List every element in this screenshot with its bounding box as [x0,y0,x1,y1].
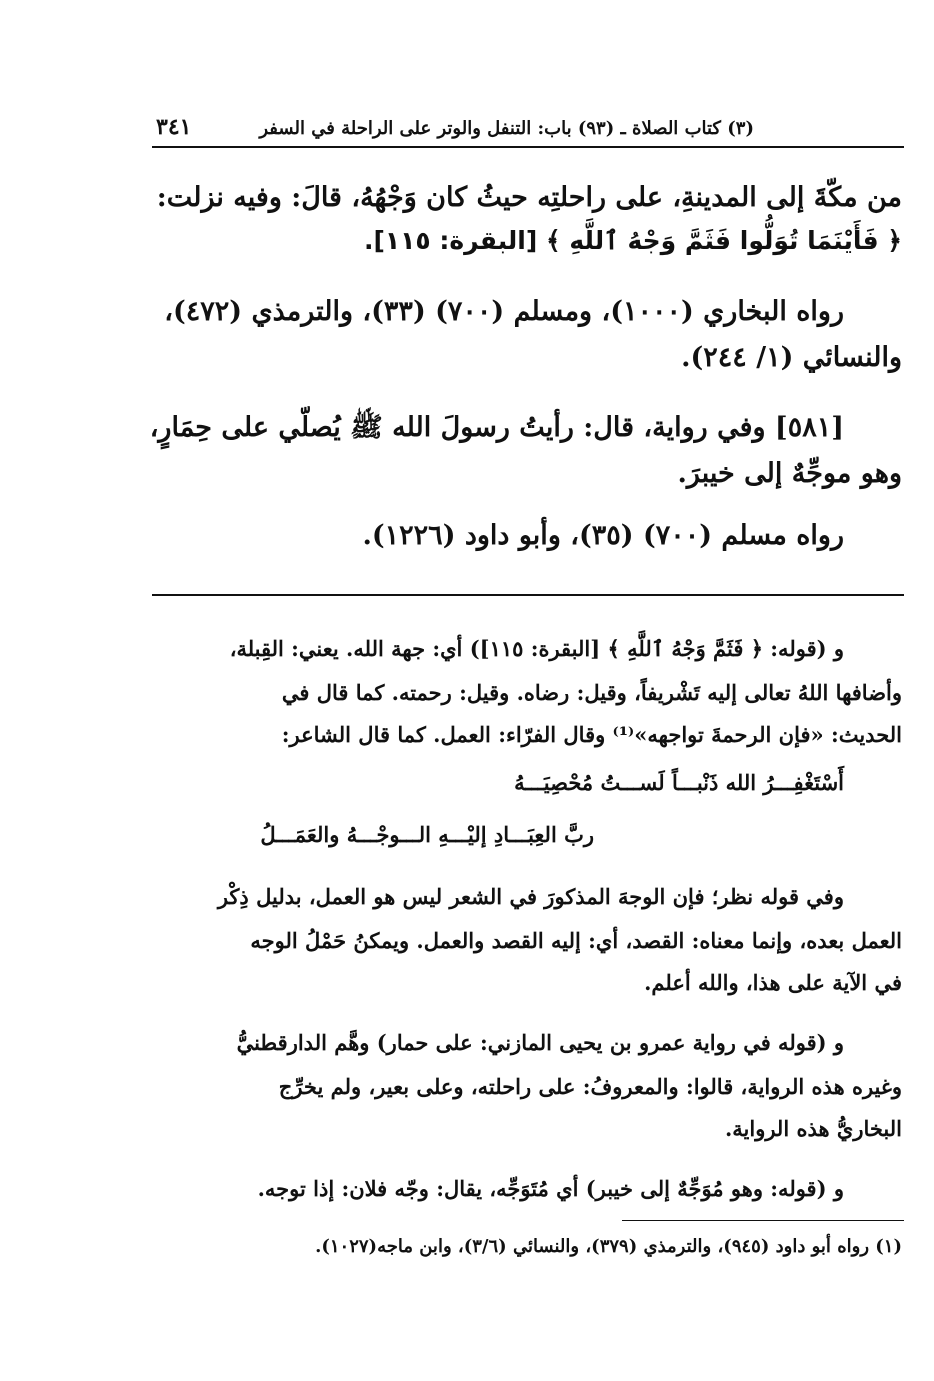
commentary-line-9: و (قوله في رواية عمرو بن يحيى المازني: على حمار) وهَّم الدارقطنيُّ [236,1030,844,1055]
commentary-line-3: الحديث: «فإن الرحمةَ تواجهه»⁽¹⁾ وقال الفرّاء: العمل. كما قال الشاعر: [281,722,902,747]
commentary-line-2: وأضافها اللهُ تعالى إليه تَشْريفاً، وقيل: رضاه. وقيل: رحمته. كما قال في [281,680,902,705]
main-line-4: والنسائي (١/ ٢٤٤). [681,342,902,373]
commentary-line-10: وغيره هذه الرواية، قالوا: والمعروفُ: على راحلته، وعلى بعير، ولم يخرِّج [278,1074,902,1099]
quran-verse: ﴿ فَأَيْنَمَا تُوَلُّوا فَثَمَّ وَجْهُ ٱللَّهِ ﴾ [البقرة: ١١٥]. [363,226,902,255]
commentary-line-6: وفي قوله نظر؛ فإن الوجهَ المذكورَ في الشعر ليس هو العمل، بدليل ذِكْر [217,884,844,909]
main-line-7: رواه مسلم (٧٠٠) (٣٥)، وأبو داود (١٢٢٦). [362,520,844,551]
commentary-line-7: العمل بعده، وإنما معناه: القصد، أي: إليه القصد والعمل. ويمكنُ حَمْلُ الوجه [250,928,902,953]
running-header [152,112,904,148]
commentary-line-8: في الآية على هذا، والله أعلم. [644,970,902,995]
hadith-581-line-2: وهو موجِّهٌ إلى خيبرَ. [677,458,902,489]
separator-rule [152,594,904,596]
hadith-581-line-1: [٥٨١] وفي رواية، قال: رأيتُ رسولَ الله ﷺ يُصلّي على حِمَارٍ، [149,412,844,443]
footnote-rule [622,1220,904,1221]
commentary-line-11: البخاريُّ هذه الرواية. [724,1116,902,1141]
poem-verse-1: أَسْتَغْفِـــرُ الله ذَنْبـــاً لَســـتُ مُحْصِيَـــهُ [514,770,844,795]
commentary-line-1: و (قوله: ﴿ فَثَمَّ وَجْهُ ٱللَّهِ ﴾ [البقرة: ١١٥]) أي: جهة الله. يعني: القِبلة، [229,636,844,661]
main-line-3: رواه البخاري (١٠٠٠)، ومسلم (٧٠٠) (٣٣)، والترمذي (٤٧٢)، [164,296,844,327]
main-line-1: من مكّةَ إلى المدينةِ، على راحلتِه حيثُ كان وَجْهُهُ، قالَ: وفيه نزلت: [156,182,902,213]
footnote: (١) رواه أبو داود (٩٤٥)، والترمذي (٣٧٩)، والنسائي (٣/٦)، وابن ماجه(١٠٢٧). [315,1236,902,1257]
page-number: ٣٤١ [156,114,192,140]
commentary-line-12: و (قوله: وهو مُوَجِّهٌ إلى خيبر) أي مُتَوَجِّه، يقال: وجّه فلان: إذا توجه. [257,1176,844,1201]
header-title: (٣) كتاب الصلاة ـ (٩٣) باب: التنفل والوتر على الراحلة في السفر [259,118,754,139]
poem-verse-2: ربَّ العِبَـــادِ إليْـــهِ الـــوجْـــهُ والعَمَـــلُ [260,822,594,847]
